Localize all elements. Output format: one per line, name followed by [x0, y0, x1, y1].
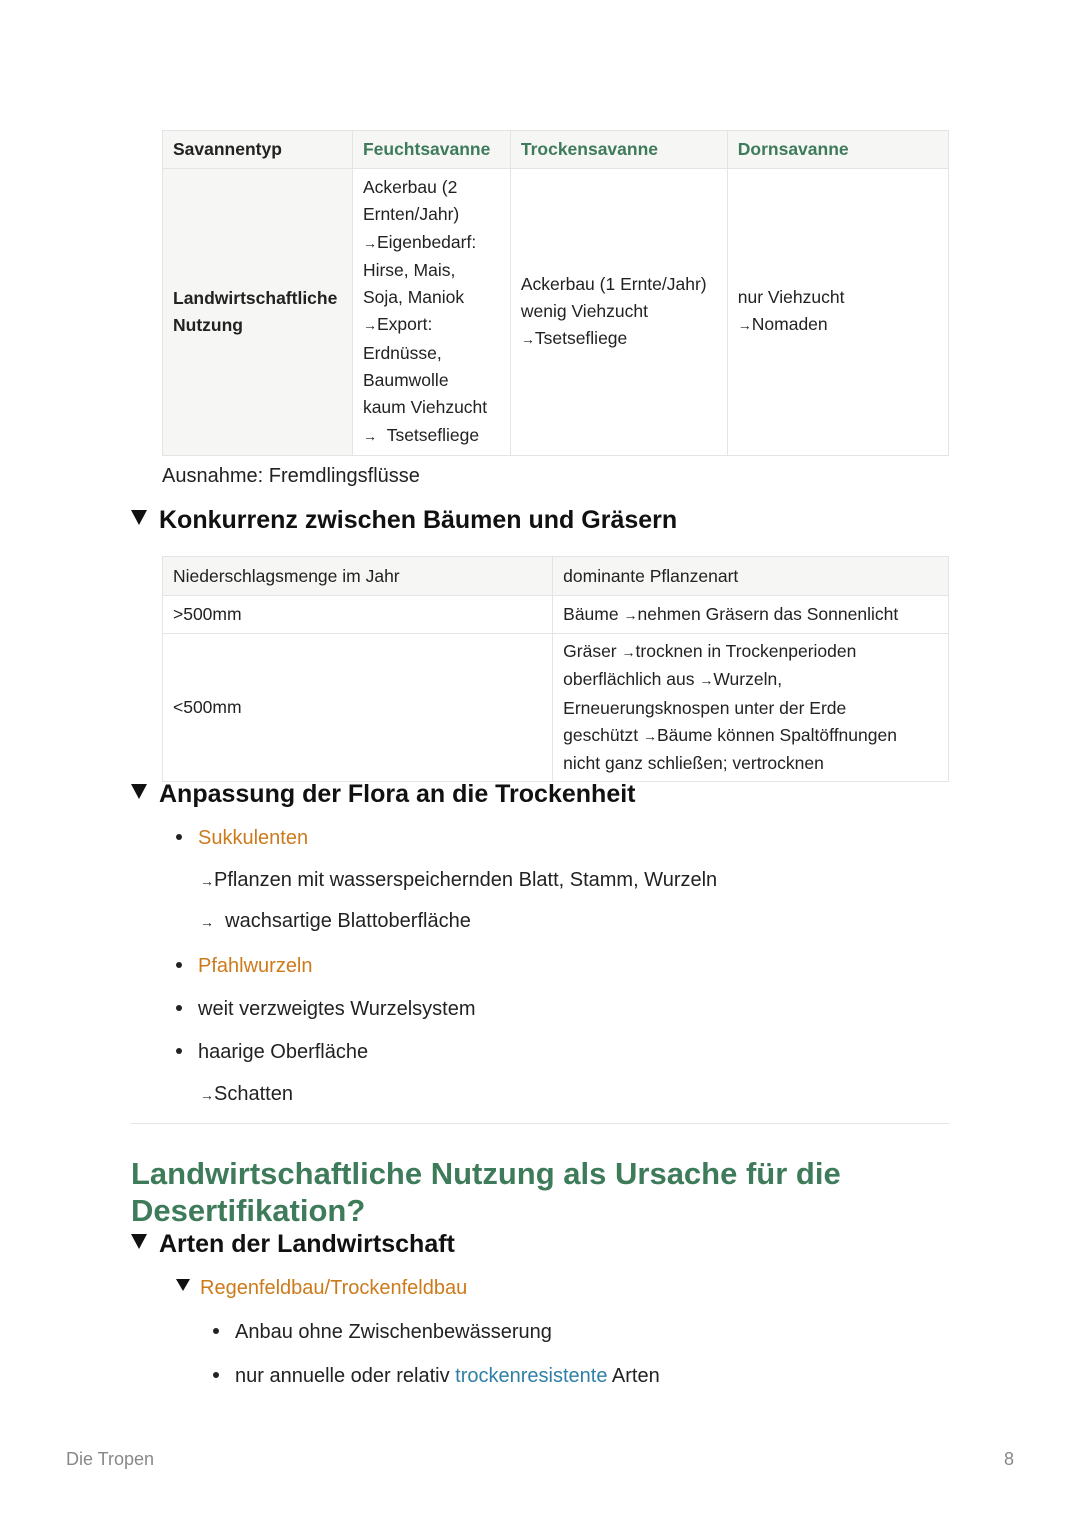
- list-item: [213, 1321, 552, 1344]
- cell-line: Ernten/Jahr): [362, 204, 460, 225]
- table-row: [163, 596, 949, 634]
- section-toggle-anpassung[interactable]: [131, 780, 636, 809]
- arrow-icon: →: [200, 914, 214, 930]
- list-item: [176, 827, 308, 850]
- row-header-line: Nutzung: [173, 314, 243, 335]
- list-item-text: Pflanzen mit wasserspeichernden Blatt, Stamm, Wurzeln: [214, 869, 718, 891]
- cell-text: Bäume: [563, 604, 619, 624]
- arrow-icon: →: [200, 1087, 214, 1103]
- collapse-triangle-icon: [176, 1279, 190, 1291]
- arrow-icon: →: [623, 607, 638, 623]
- table-cell: >500mm: [163, 596, 553, 634]
- cell-text: geschützt: [563, 724, 639, 745]
- list-item: [176, 955, 313, 978]
- cell-line: Ackerbau (1 Ernte/Jahr): [520, 273, 707, 294]
- savannentyp-table: [162, 130, 949, 456]
- subsection-toggle-regenfeldbau[interactable]: [176, 1277, 467, 1300]
- arrow-icon: →: [362, 234, 377, 251]
- subsection-title: Regenfeldbau/Trockenfeldbau: [200, 1277, 468, 1299]
- highlighted-term: trockenresistente: [455, 1365, 608, 1387]
- exception-note: Ausnahme: Fremdlingsflüsse: [162, 465, 420, 487]
- cell-line: kaum Viehzucht: [362, 397, 488, 418]
- arrow-icon: →: [642, 727, 657, 744]
- divider: [131, 1123, 949, 1124]
- cell-text: Wurzeln,: [713, 669, 783, 690]
- cell-line: Nomaden: [751, 314, 828, 335]
- cell-text: nehmen Gräsern das Sonnenlicht: [637, 604, 899, 624]
- list-item: [176, 1041, 368, 1064]
- table-cell: <500mm: [163, 634, 553, 782]
- section-title: Arten der Landwirtschaft: [159, 1230, 455, 1258]
- cell-line: Tsetsefliege: [386, 424, 480, 445]
- cell-line: Tsetsefliege: [534, 328, 628, 349]
- collapse-triangle-icon: [131, 784, 147, 799]
- list-item-text: Anbau ohne Zwischenbewässerung: [235, 1321, 552, 1343]
- feuchtsavanne-cell: [352, 169, 510, 456]
- page-number: 8: [1004, 1449, 1015, 1469]
- section-toggle-arten[interactable]: [131, 1230, 455, 1259]
- table-header-row: [163, 557, 949, 596]
- table-header-row: [163, 131, 949, 169]
- bullet-icon: [213, 1372, 219, 1378]
- list-item: [176, 998, 475, 1021]
- cell-text: Erneuerungsknospen unter der Erde: [563, 697, 847, 718]
- list-item-text: Pfahlwurzeln: [198, 955, 313, 977]
- section-title: Anpassung der Flora an die Trockenheit: [159, 780, 636, 808]
- list-subitem: [200, 869, 717, 892]
- cell-line: Export:: [376, 314, 433, 335]
- table-header-cell: Dornsavanne: [727, 131, 948, 169]
- bullet-icon: [176, 834, 182, 840]
- table-header-cell: Trockensavanne: [510, 131, 727, 169]
- footer-title: Die Tropen: [66, 1449, 155, 1469]
- table-header-cell: Feuchtsavanne: [352, 131, 510, 169]
- list-item-text: Sukkulenten: [198, 827, 309, 849]
- table-row: [163, 169, 949, 456]
- list-item-text: weit verzweigtes Wurzelsystem: [198, 998, 476, 1020]
- arrow-icon: →: [621, 644, 636, 660]
- cell-text: nicht ganz schließen; vertrocknen: [563, 753, 824, 774]
- cell-line: wenig Viehzucht: [520, 300, 648, 321]
- niederschlag-table: [162, 556, 949, 782]
- arrow-icon: →: [737, 317, 752, 334]
- list-item: [213, 1365, 660, 1388]
- row-header-line: Landwirtschaftliche: [173, 287, 338, 308]
- cell-text: Bäume können Spaltöffnungen: [656, 724, 897, 745]
- cell-line: Soja, Maniok: [362, 287, 465, 308]
- page-heading: Landwirtschaftliche Nutzung als Ursache für die Desertifikation?: [131, 1156, 841, 1228]
- table-header-cell: Niederschlagsmenge im Jahr: [163, 557, 553, 596]
- bullet-icon: [176, 962, 182, 968]
- bullet-icon: [213, 1328, 219, 1334]
- trockensavanne-cell: [510, 169, 727, 456]
- cell-line: Hirse, Mais,: [362, 259, 456, 280]
- cell-line: nur Viehzucht: [737, 287, 845, 308]
- cell-text: trocknen in Trockenperioden: [635, 641, 857, 661]
- table-header-cell: Savannentyp: [163, 131, 353, 169]
- table-header-cell: dominante Pflanzenart: [553, 557, 949, 596]
- bullet-icon: [176, 1005, 182, 1011]
- list-subitem: [200, 910, 471, 933]
- table-cell: [553, 596, 949, 634]
- bullet-icon: [176, 1048, 182, 1054]
- cell-line: Baumwolle: [362, 370, 449, 391]
- cell-line: Erdnüsse,: [362, 342, 442, 363]
- list-subitem: [200, 1083, 293, 1106]
- list-item-text: wachsartige Blattoberfläche: [225, 910, 471, 932]
- row-header-cell: [163, 169, 353, 456]
- section-toggle-konkurrenz[interactable]: [131, 506, 677, 535]
- collapse-triangle-icon: [131, 510, 147, 525]
- cell-text: Gräser: [563, 641, 617, 661]
- list-item-text: Arten: [611, 1365, 660, 1387]
- list-item-text: Schatten: [214, 1083, 293, 1105]
- list-item-text: haarige Oberfläche: [198, 1041, 369, 1063]
- cell-text: oberflächlich aus: [563, 669, 695, 690]
- section-title: Konkurrenz zwischen Bäumen und Gräsern: [159, 506, 678, 534]
- arrow-icon: →: [362, 427, 377, 444]
- table-cell: [553, 634, 949, 782]
- arrow-icon: →: [520, 331, 535, 348]
- arrow-icon: →: [699, 672, 714, 689]
- list-item-text: nur annuelle oder relativ: [235, 1365, 450, 1387]
- cell-line: Eigenbedarf:: [376, 231, 477, 252]
- dornsavanne-cell: [727, 169, 948, 456]
- table-row: [163, 634, 949, 782]
- cell-line: Ackerbau (2: [362, 177, 458, 197]
- arrow-icon: →: [362, 317, 377, 334]
- collapse-triangle-icon: [131, 1234, 147, 1249]
- arrow-icon: →: [200, 873, 214, 889]
